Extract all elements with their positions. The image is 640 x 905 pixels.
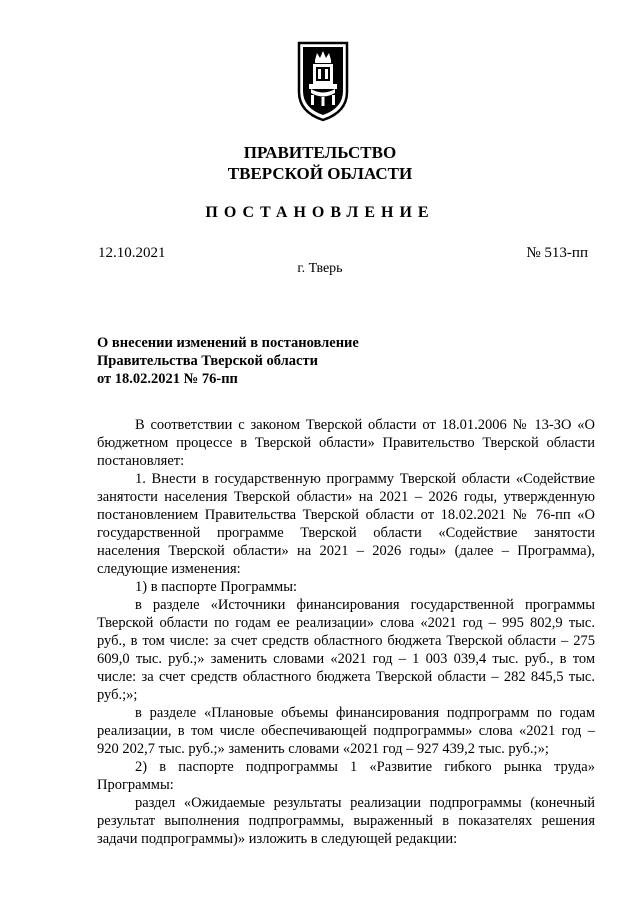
title-line: О внесении изменений в постановление bbox=[97, 335, 359, 351]
body-paragraph: 1) в паспорте Программы: bbox=[135, 579, 297, 595]
government-name-line1: ПРАВИТЕЛЬСТВО bbox=[243, 143, 397, 162]
document-city: г. Тверь bbox=[297, 261, 343, 276]
document-title bbox=[97, 334, 359, 388]
body-paragraph: 1. Внести в государственную программу Тверской области «Содействие занятости населения Тверской области» на 2021 – 2026 годы, утвержденную постановлением Правительства Тверской области от 18.02.2021 № 76-пп «О государственной программе Тверской области «Содействие занятости населения Тверской области» на 2021 – 2026 годы» (далее – Программа), следующие изменения: bbox=[97, 471, 595, 577]
document-body bbox=[97, 416, 595, 848]
body-paragraph: в разделе «Плановые объемы финансирования подпрограмм по годам реализации, в том числе обеспечивающей подпрограммы» слова «2021 год – 920 202,7 тыс. руб.;» заменить словами «2021 год – 927 439,2 тыс. руб.;»; bbox=[97, 705, 595, 757]
coat-of-arms-emblem bbox=[296, 40, 350, 122]
document-date: 12.10.2021 bbox=[98, 245, 166, 261]
title-line: Правительства Тверской области bbox=[97, 353, 318, 369]
government-name-line2: ТВЕРСКОЙ ОБЛАСТИ bbox=[227, 164, 413, 183]
body-paragraph: В соответствии с законом Тверской области от 18.01.2006 № 13-ЗО «О бюджетном процессе в Тверской области» Правительство Тверской области постановляет: bbox=[97, 417, 595, 469]
document-type-heading: ПОСТАНОВЛЕНИЕ bbox=[205, 204, 435, 221]
document-number: № 513-пп bbox=[526, 245, 588, 261]
body-paragraph: 2) в паспорте подпрограммы 1 «Развитие гибкого рынка труда» Программы: bbox=[97, 759, 595, 793]
body-paragraph: раздел «Ожидаемые результаты реализации подпрограммы (конечный результат выполнения подпрограммы, выраженный в показателях решения задачи подпрограммы)» изложить в следующей редакции: bbox=[97, 795, 595, 847]
body-paragraph: в разделе «Источники финансирования государственной программы Тверской области по годам ее реализации» слова «2021 год – 995 802,9 тыс. руб., в том числе: за счет средств областного бюджета Тверской области – 275 609,0 тыс. руб.;» заменить словами «2021 год – 1 003 039,4 тыс. руб., в том числе: за счет средств областного бюджета Тверской области – 282 845,5 тыс. руб.;»; bbox=[97, 597, 595, 703]
title-line: от 18.02.2021 № 76-пп bbox=[97, 371, 238, 387]
